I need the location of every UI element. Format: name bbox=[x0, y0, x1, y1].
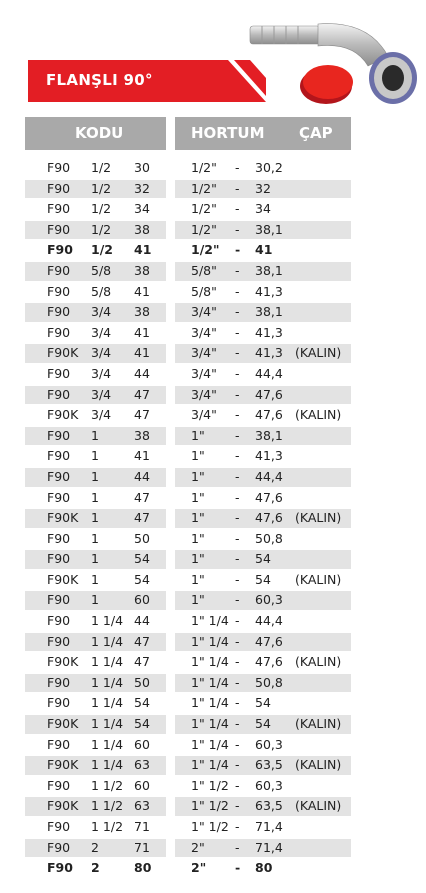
table-row bbox=[25, 714, 351, 735]
table-row bbox=[25, 652, 351, 673]
table-row bbox=[25, 488, 351, 509]
row-diameter: 47,6 bbox=[255, 386, 283, 402]
table-row bbox=[25, 590, 351, 611]
row-dash: - bbox=[235, 530, 240, 546]
row-dash: - bbox=[235, 613, 240, 629]
row-hose-size: 1/2" bbox=[191, 221, 217, 237]
row-dash: - bbox=[235, 180, 240, 196]
row-size: 1 1/4 bbox=[91, 716, 124, 732]
row-dash: - bbox=[235, 798, 240, 814]
header-hortum-cap bbox=[175, 117, 351, 150]
row-dash: - bbox=[235, 468, 240, 484]
row-diameter: 60,3 bbox=[255, 736, 283, 752]
row-hose-size: 1" 1/2 bbox=[191, 798, 229, 814]
row-number: 80 bbox=[134, 860, 152, 876]
row-dash: - bbox=[235, 736, 240, 752]
row-number: 38 bbox=[134, 427, 150, 443]
row-number: 38 bbox=[134, 221, 150, 237]
row-number: 38 bbox=[134, 304, 150, 320]
row-dash: - bbox=[235, 160, 240, 175]
row-dash: - bbox=[235, 242, 241, 258]
row-dash: - bbox=[235, 571, 240, 587]
row-hose-size: 1" 1/4 bbox=[191, 654, 229, 670]
row-code: F90 bbox=[47, 819, 71, 834]
row-diameter: 44,4 bbox=[255, 365, 283, 381]
row-number: 71 bbox=[134, 819, 150, 834]
row-size: 1 bbox=[91, 448, 99, 464]
row-size: 2 bbox=[91, 839, 99, 855]
row-number: 50 bbox=[134, 530, 150, 546]
row-number: 50 bbox=[134, 674, 150, 690]
row-dash: - bbox=[235, 304, 240, 320]
row-size: 1/2 bbox=[91, 242, 113, 258]
row-code: F90K bbox=[47, 407, 79, 423]
row-number: 60 bbox=[134, 736, 150, 752]
row-number: 47 bbox=[134, 407, 150, 423]
row-size: 1 bbox=[91, 510, 99, 526]
row-size: 5/8 bbox=[91, 283, 112, 299]
row-code: F90 bbox=[47, 324, 71, 340]
row-dash: - bbox=[235, 819, 240, 834]
row-hose-size: 1" 1/4 bbox=[191, 736, 229, 752]
row-hose-size: 3/4" bbox=[191, 345, 217, 361]
row-number: 71 bbox=[134, 839, 150, 855]
row-diameter: 50,8 bbox=[255, 530, 283, 546]
row-size: 1 bbox=[91, 551, 99, 567]
row-code: F90 bbox=[47, 695, 71, 711]
row-note: (KALIN) bbox=[295, 716, 342, 732]
row-hose-size: 1/2" bbox=[191, 242, 220, 258]
row-note: (KALIN) bbox=[295, 571, 342, 587]
row-number: 34 bbox=[134, 201, 150, 217]
row-diameter: 71,4 bbox=[255, 839, 283, 855]
row-diameter: 32 bbox=[255, 180, 271, 196]
table-row bbox=[25, 673, 351, 694]
table-row bbox=[25, 796, 351, 817]
row-size: 3/4 bbox=[91, 365, 112, 381]
row-size: 1 1/4 bbox=[91, 633, 124, 649]
row-code: F90K bbox=[47, 345, 79, 361]
row-code: F90 bbox=[47, 283, 71, 299]
row-size: 3/4 bbox=[91, 304, 112, 320]
row-note: (KALIN) bbox=[295, 798, 342, 814]
row-code: F90 bbox=[47, 633, 71, 649]
row-hose-size: 1" 1/4 bbox=[191, 695, 229, 711]
row-number: 63 bbox=[134, 757, 150, 773]
row-diameter: 30,2 bbox=[255, 160, 283, 175]
row-number: 54 bbox=[134, 695, 150, 711]
row-diameter: 38,1 bbox=[255, 262, 283, 278]
row-dash: - bbox=[235, 221, 240, 237]
row-number: 30 bbox=[134, 160, 150, 175]
row-code: F90 bbox=[47, 860, 73, 876]
table-row bbox=[25, 508, 351, 529]
row-diameter: 47,6 bbox=[255, 654, 283, 670]
row-hose-size: 1" 1/4 bbox=[191, 757, 229, 773]
row-number: 54 bbox=[134, 716, 150, 732]
row-number: 60 bbox=[134, 592, 150, 608]
table-row bbox=[25, 385, 351, 406]
row-hose-size: 1" bbox=[191, 571, 205, 587]
row-hose-size: 3/4" bbox=[191, 324, 217, 340]
table-row bbox=[25, 405, 351, 426]
row-code: F90 bbox=[47, 736, 71, 752]
row-code: F90 bbox=[47, 242, 73, 258]
row-dash: - bbox=[235, 839, 240, 855]
row-number: 41 bbox=[134, 448, 150, 464]
row-code: F90 bbox=[47, 674, 71, 690]
row-hose-size: 2" bbox=[191, 839, 205, 855]
row-size: 3/4 bbox=[91, 386, 112, 402]
row-hose-size: 3/4" bbox=[191, 304, 217, 320]
row-hose-size: 2" bbox=[191, 860, 207, 876]
row-size: 1 1/4 bbox=[91, 654, 124, 670]
row-code: F90 bbox=[47, 468, 71, 484]
row-size: 1 1/2 bbox=[91, 798, 124, 814]
row-number: 47 bbox=[134, 510, 150, 526]
row-diameter: 41,3 bbox=[255, 345, 283, 361]
row-diameter: 54 bbox=[255, 716, 271, 732]
row-size: 1 1/4 bbox=[91, 613, 124, 629]
row-diameter: 50,8 bbox=[255, 674, 283, 690]
row-diameter: 54 bbox=[255, 695, 271, 711]
row-diameter: 63,5 bbox=[255, 798, 283, 814]
row-code: F90K bbox=[47, 798, 79, 814]
row-size: 1 1/4 bbox=[91, 736, 124, 752]
table-row bbox=[25, 343, 351, 364]
row-hose-size: 1" 1/4 bbox=[191, 613, 229, 629]
row-size: 1 1/2 bbox=[91, 777, 124, 793]
table-row bbox=[25, 529, 351, 550]
row-dash: - bbox=[235, 695, 240, 711]
row-dash: - bbox=[235, 510, 240, 526]
row-hose-size: 1" 1/4 bbox=[191, 716, 229, 732]
row-hose-size: 3/4" bbox=[191, 407, 217, 423]
row-diameter: 34 bbox=[255, 201, 271, 217]
row-diameter: 38,1 bbox=[255, 221, 283, 237]
row-dash: - bbox=[235, 633, 240, 649]
table-row bbox=[25, 611, 351, 632]
row-number: 38 bbox=[134, 262, 150, 278]
row-size: 1 bbox=[91, 571, 99, 587]
row-code: F90K bbox=[47, 510, 79, 526]
row-dash: - bbox=[235, 551, 240, 567]
table-row bbox=[25, 817, 351, 838]
row-note: (KALIN) bbox=[295, 654, 342, 670]
row-diameter: 47,6 bbox=[255, 633, 283, 649]
row-hose-size: 1" bbox=[191, 427, 205, 443]
row-diameter: 38,1 bbox=[255, 427, 283, 443]
fittings-table bbox=[25, 158, 351, 879]
table-row bbox=[25, 776, 351, 797]
row-number: 41 bbox=[134, 242, 152, 258]
row-size: 1 bbox=[91, 427, 99, 443]
row-hose-size: 1" 1/4 bbox=[191, 633, 229, 649]
row-number: 44 bbox=[134, 468, 150, 484]
row-number: 41 bbox=[134, 345, 150, 361]
row-code: F90 bbox=[47, 304, 71, 320]
row-hose-size: 1" bbox=[191, 592, 205, 608]
table-row bbox=[25, 302, 351, 323]
row-code: F90 bbox=[47, 160, 71, 175]
row-note: (KALIN) bbox=[295, 510, 342, 526]
row-dash: - bbox=[235, 386, 240, 402]
table-row bbox=[25, 199, 351, 220]
table-row bbox=[25, 220, 351, 241]
row-number: 32 bbox=[134, 180, 150, 196]
table-row bbox=[25, 755, 351, 776]
row-diameter: 63,5 bbox=[255, 757, 283, 773]
row-hose-size: 1" bbox=[191, 530, 205, 546]
row-dash: - bbox=[235, 262, 240, 278]
row-size: 3/4 bbox=[91, 345, 112, 361]
header-hortum-label: HORTUM bbox=[191, 124, 265, 142]
row-hose-size: 1" bbox=[191, 468, 205, 484]
row-diameter: 38,1 bbox=[255, 304, 283, 320]
row-dash: - bbox=[235, 201, 240, 217]
row-number: 44 bbox=[134, 613, 150, 629]
table-row bbox=[25, 467, 351, 488]
row-hose-size: 1" bbox=[191, 489, 205, 505]
row-size: 1 bbox=[91, 592, 99, 608]
table-row bbox=[25, 858, 351, 879]
row-code: F90 bbox=[47, 365, 71, 381]
table-row bbox=[25, 570, 351, 591]
row-dash: - bbox=[235, 757, 240, 773]
row-number: 47 bbox=[134, 386, 150, 402]
table-row bbox=[25, 632, 351, 653]
row-number: 41 bbox=[134, 283, 150, 299]
row-hose-size: 1/2" bbox=[191, 201, 217, 217]
row-hose-size: 1" bbox=[191, 510, 205, 526]
row-number: 60 bbox=[134, 777, 150, 793]
row-size: 1 1/4 bbox=[91, 695, 124, 711]
row-size: 3/4 bbox=[91, 407, 112, 423]
row-code: F90K bbox=[47, 571, 79, 587]
table-row bbox=[25, 549, 351, 570]
row-size: 1 bbox=[91, 468, 99, 484]
row-code: F90 bbox=[47, 489, 71, 505]
row-hose-size: 1" bbox=[191, 551, 205, 567]
row-size: 1/2 bbox=[91, 221, 112, 237]
row-dash: - bbox=[235, 448, 240, 464]
row-dash: - bbox=[235, 365, 240, 381]
row-hose-size: 5/8" bbox=[191, 283, 217, 299]
row-code: F90 bbox=[47, 427, 71, 443]
header-kodu bbox=[25, 117, 166, 150]
table-row bbox=[25, 426, 351, 447]
row-code: F90 bbox=[47, 613, 71, 629]
row-size: 1/2 bbox=[91, 160, 112, 175]
row-dash: - bbox=[235, 674, 240, 690]
row-hose-size: 1" bbox=[191, 448, 205, 464]
row-code: F90 bbox=[47, 777, 71, 793]
row-code: F90 bbox=[47, 180, 71, 196]
row-diameter: 44,4 bbox=[255, 613, 283, 629]
section-banner bbox=[28, 60, 266, 102]
table-row bbox=[25, 693, 351, 714]
row-diameter: 47,6 bbox=[255, 510, 283, 526]
row-dash: - bbox=[235, 407, 240, 423]
table-row bbox=[25, 261, 351, 282]
row-diameter: 44,4 bbox=[255, 468, 283, 484]
row-number: 44 bbox=[134, 365, 150, 381]
row-dash: - bbox=[235, 489, 240, 505]
row-code: F90 bbox=[47, 839, 71, 855]
row-dash: - bbox=[235, 427, 240, 443]
row-size: 1 bbox=[91, 489, 99, 505]
row-number: 54 bbox=[134, 571, 150, 587]
row-code: F90 bbox=[47, 530, 71, 546]
table-row bbox=[25, 364, 351, 385]
row-code: F90 bbox=[47, 262, 71, 278]
header-cap-label: ÇAP bbox=[299, 124, 333, 142]
row-code: F90K bbox=[47, 716, 79, 732]
row-diameter: 54 bbox=[255, 551, 271, 567]
row-note: (KALIN) bbox=[295, 345, 342, 361]
row-dash: - bbox=[235, 716, 240, 732]
row-size: 5/8 bbox=[91, 262, 112, 278]
row-size: 1/2 bbox=[91, 201, 112, 217]
row-size: 1 bbox=[91, 530, 99, 546]
row-code: F90 bbox=[47, 551, 71, 567]
row-hose-size: 3/4" bbox=[191, 365, 217, 381]
row-hose-size: 1/2" bbox=[191, 160, 217, 175]
row-dash: - bbox=[235, 860, 241, 876]
row-size: 3/4 bbox=[91, 324, 112, 340]
row-diameter: 60,3 bbox=[255, 592, 283, 608]
row-hose-size: 1" 1/2 bbox=[191, 819, 229, 834]
row-hose-size: 1" 1/2 bbox=[191, 777, 229, 793]
row-dash: - bbox=[235, 283, 240, 299]
row-number: 47 bbox=[134, 633, 150, 649]
row-diameter: 47,6 bbox=[255, 489, 283, 505]
row-diameter: 41,3 bbox=[255, 448, 283, 464]
row-dash: - bbox=[235, 777, 240, 793]
row-code: F90 bbox=[47, 592, 71, 608]
row-code: F90 bbox=[47, 386, 71, 402]
row-diameter: 47,6 bbox=[255, 407, 283, 423]
row-code: F90K bbox=[47, 654, 79, 670]
row-number: 41 bbox=[134, 324, 150, 340]
table-row bbox=[25, 838, 351, 859]
row-hose-size: 5/8" bbox=[191, 262, 217, 278]
row-code: F90 bbox=[47, 448, 71, 464]
row-hose-size: 1/2" bbox=[191, 180, 217, 196]
row-diameter: 41,3 bbox=[255, 283, 283, 299]
row-hose-size: 1" 1/4 bbox=[191, 674, 229, 690]
row-number: 54 bbox=[134, 551, 150, 567]
table-row bbox=[25, 735, 351, 756]
row-size: 1/2 bbox=[91, 180, 112, 196]
row-dash: - bbox=[235, 324, 240, 340]
row-size: 1 1/4 bbox=[91, 757, 124, 773]
row-diameter: 60,3 bbox=[255, 777, 283, 793]
row-code: F90 bbox=[47, 201, 71, 217]
row-size: 2 bbox=[91, 860, 100, 876]
row-dash: - bbox=[235, 345, 240, 361]
row-number: 63 bbox=[134, 798, 150, 814]
banner-title: FLANŞLI 90° bbox=[46, 71, 153, 89]
row-diameter: 54 bbox=[255, 571, 271, 587]
row-number: 47 bbox=[134, 654, 150, 670]
row-size: 1 1/4 bbox=[91, 674, 124, 690]
table-row bbox=[25, 323, 351, 344]
row-size: 1 1/2 bbox=[91, 819, 124, 834]
row-diameter: 41 bbox=[255, 242, 273, 258]
row-dash: - bbox=[235, 592, 240, 608]
table-row bbox=[25, 446, 351, 467]
row-diameter: 80 bbox=[255, 860, 273, 876]
header-kodu-label: KODU bbox=[75, 124, 124, 142]
row-diameter: 71,4 bbox=[255, 819, 283, 834]
row-hose-size: 3/4" bbox=[191, 386, 217, 402]
row-dash: - bbox=[235, 654, 240, 670]
table-row bbox=[25, 158, 351, 179]
table-row bbox=[25, 240, 351, 261]
row-note: (KALIN) bbox=[295, 757, 342, 773]
row-note: (KALIN) bbox=[295, 407, 342, 423]
row-code: F90K bbox=[47, 757, 79, 773]
row-code: F90 bbox=[47, 221, 71, 237]
elbow-flange-fitting-icon bbox=[248, 8, 418, 108]
table-row bbox=[25, 179, 351, 200]
row-number: 47 bbox=[134, 489, 150, 505]
row-diameter: 41,3 bbox=[255, 324, 283, 340]
table-row bbox=[25, 282, 351, 303]
